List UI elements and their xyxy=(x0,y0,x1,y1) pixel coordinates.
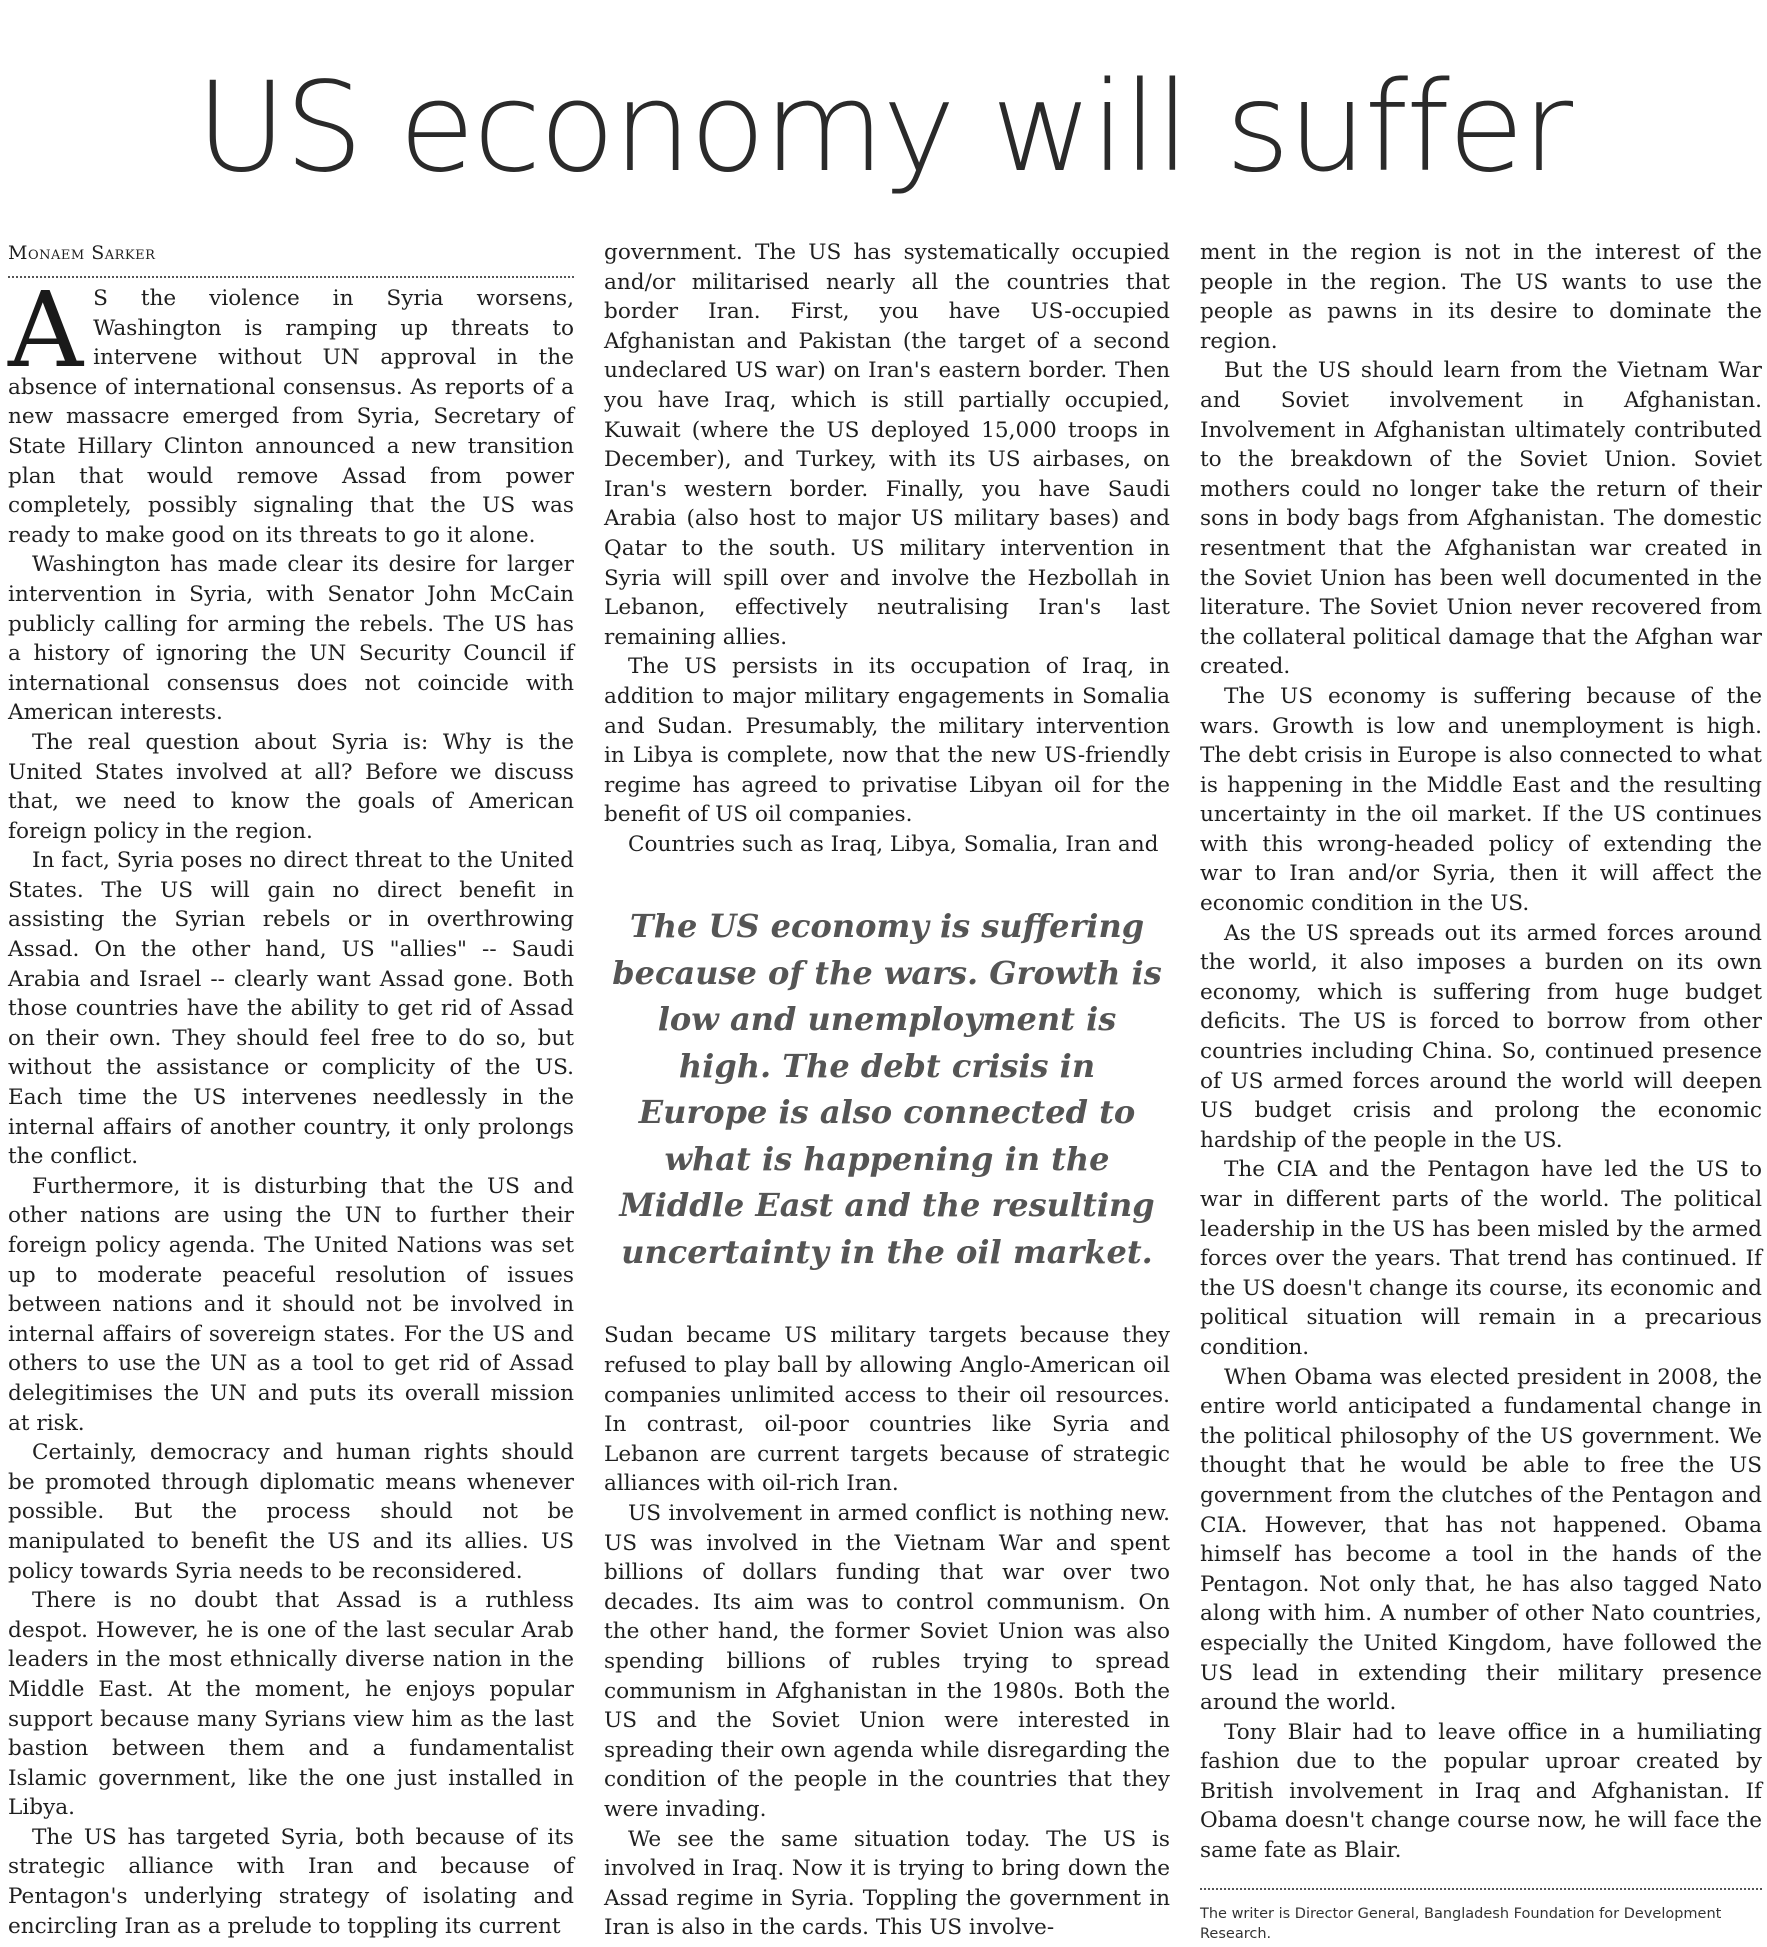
article-paragraph: The US persists in its occupation of Iraq, in addition to major military engagements in Somalia and Sudan. Presumably, the military intervention in Libya is complete, now that the new US-friendly regime has agreed to privatise Libyan oil for the benefit of US oil companies. xyxy=(604,654,1170,828)
article-paragraph: As the US spreads out its armed forces around the world, it also imposes a burden on its own economy, which is suffering from huge budget deficits. The US is forced to borrow from other countries including China. So, continued presence of US armed forces around the world will deepen US budget crisis and prolong the economic hardship of the people in the US. xyxy=(1200,920,1762,1153)
article-paragraph: The US has targeted Syria, both because of its strategic alliance with Iran and because of Pentagon's underlying strategy of isolating and encircling Iran as a prelude to toppling its current xyxy=(8,1824,574,1939)
article-headline: US economy will suffer xyxy=(195,56,1572,200)
author-footnote xyxy=(1200,1888,1762,1944)
article-paragraph: The US economy is suffering because of the wars. Growth is low and unemployment is high. The debt crisis in Europe is also connected to what is happening in the Middle East and the resulting uncertainty in the oil market. If the US continues with this wrong-headed policy of extending the war to Iran and/or Syria, then it will affect the economic condition in the US. xyxy=(1200,683,1762,917)
article-paragraph: The CIA and the Pentagon have led the US to war in different parts of the world. The political leadership in the US has been misled by the armed forces over the years. That trend has continued. If the US doesn't change its course, its economic and political situation will remain in a precarious condition. xyxy=(1200,1157,1762,1360)
article-paragraph: government. The US has systematically occupied and/or militarised nearly all the countries that border Iran. First, you have US-occupied Afghanistan and Pakistan (the target of a second undeclared US war) on Iran's eastern border. Then you have Iraq, which is still partially occupied, Kuwait (where the US deployed 15,000 troops in December), and Turkey, with its US airbases, on Iran's western border. Finally, you have Saudi Arabia (also host to major US military bases) and Qatar to the south. US military intervention in Syria will spill over and involve the Hezbollah in Lebanon, effectively neutralising Iran's last remaining allies. xyxy=(604,240,1170,650)
article-column-2 xyxy=(604,238,1170,1943)
article-paragraph: In fact, Syria poses no direct threat to the United States. The US will gain no direct benefit in assisting the Syrian rebels or in overthrowing Assad. On the other hand, US "allies" -- Saudi Arabia and Israel -- clearly want Assad gone. Both those countries have the ability to get rid of Assad on their own. They should feel free to do so, but without the assistance or complicity of the US. Each time the US intervenes needlessly in the internal affairs of another country, it only prolongs the conflict. xyxy=(8,848,574,1170)
footnote-text: The writer is Director General, Bangladesh Foundation for Development Research. xyxy=(1200,1905,1722,1942)
pull-quote: The US economy is suffering because of the wars. Growth is low and unemployment is high. The debt crisis in Europe is also connected to what is happening in the Middle East and the resulting uncertainty in the oil market. xyxy=(612,907,1162,1271)
paragraph-text: S the violence in Syria worsens, Washington is ramping up threats to intervene without UN approval in the absence of international consensus. As reports of a new massacre emerged from Syria, Secretary of State Hillary Clinton announced a new transition plan that would remove Assad from power completely, possibly signaling that the US was ready to make good on its threats to go it alone. xyxy=(8,286,574,548)
article-paragraph: There is no doubt that Assad is a ruthless despot. However, he is one of the last secular Arab leaders in the most ethnically diverse nation in the Middle East. At the moment, he enjoys popular support because many Syrians view him as the last bastion between them and a fundamentalist Islamic government, like the one just installed in Libya. xyxy=(8,1588,574,1821)
article-paragraph: Furthermore, it is disturbing that the US and other nations are using the UN to further their foreign policy agenda. The United Nations was set up to moderate peaceful resolution of issues between nations and it should not be involved in internal affairs of sovereign states. For the US and others to use the UN as a tool to get rid of Assad delegitimises the UN and puts its overall mission at risk. xyxy=(8,1173,574,1436)
article-paragraph: Sudan became US military targets because they refused to play ball by allowing Anglo-American oil companies unlimited access to their oil resources. In contrast, oil-poor countries like Syria and Lebanon are current targets because of strategic alliances with oil-rich Iran. xyxy=(604,1323,1170,1497)
article-paragraph: Washington has made clear its desire for larger intervention in Syria, with Senator John McCain publicly calling for arming the rebels. The US has a history of ignoring the UN Security Council if international consensus does not coincide with American interests. xyxy=(8,552,574,726)
article-paragraph: When Obama was elected president in 2008, the entire world anticipated a fundamental change in the political philosophy of the US government. We thought that he would be able to free the US government from the clutches of the Pentagon and CIA. However, that has not happened. Obama himself has become a tool in the hands of the Pentagon. Not only that, he has also tagged Nato along with him. A number of other Nato countries, especially the United Kingdom, have followed the US lead in extending their military presence around the world. xyxy=(1200,1364,1762,1716)
article-paragraph: But the US should learn from the Vietnam War and Soviet involvement in Afghanistan. Involvement in Afghanistan ultimately contributed to the breakdown of the Soviet Union. Soviet mothers could no longer take the return of their sons in body bags from Afghanistan. The domestic resentment that the Afghanistan war created in the Soviet Union has been well documented in the literature. The Soviet Union never recovered from the collateral political damage that the Afghan war created. xyxy=(1200,358,1762,680)
byline: Monaem Sarker xyxy=(8,238,574,278)
article-column-1 xyxy=(8,238,574,1941)
article-paragraph: Tony Blair had to leave office in a humiliating fashion due to the popular uproar created by British involvement in Iraq and Afghanistan. If Obama doesn't change course now, he will face the same fate as Blair. xyxy=(1200,1719,1762,1864)
article-paragraph: We see the same situation today. The US is involved in Iraq. Now it is trying to bring down the Assad regime in Syria. Toppling the government in Iran is also in the cards. This US involve- xyxy=(604,1826,1170,1941)
article-paragraph: Certainly, democracy and human rights should be promoted through diplomatic means whenever possible. But the process should not be manipulated to benefit the US and its allies. US policy towards Syria needs to be reconsidered. xyxy=(8,1440,574,1584)
article-paragraph: The real question about Syria is: Why is the United States involved at all? Before we discuss that, we need to know the goals of American foreign policy in the region. xyxy=(8,729,574,844)
article-column-3 xyxy=(1200,238,1762,1944)
article-paragraph: Countries such as Iraq, Libya, Somalia, Iran and xyxy=(628,831,1159,857)
article-paragraph: US involvement in armed conflict is nothing new. US was involved in the Vietnam War and spent billions of dollars funding that war over two decades. Its aim was to control communism. On the other hand, the former Soviet Union was also spending billions of rubles trying to spread communism in Afghanistan in the 1980s. Both the US and the Soviet Union were interested in spreading their own agenda while disregarding the condition of the people in the countries that they were invading. xyxy=(604,1501,1170,1822)
article-paragraph xyxy=(8,269,574,550)
drop-cap: A xyxy=(8,269,84,391)
article-paragraph: ment in the region is not in the interest of the people in the region. The US wants to use the people as pawns in its desire to dominate the region. xyxy=(1200,240,1762,354)
